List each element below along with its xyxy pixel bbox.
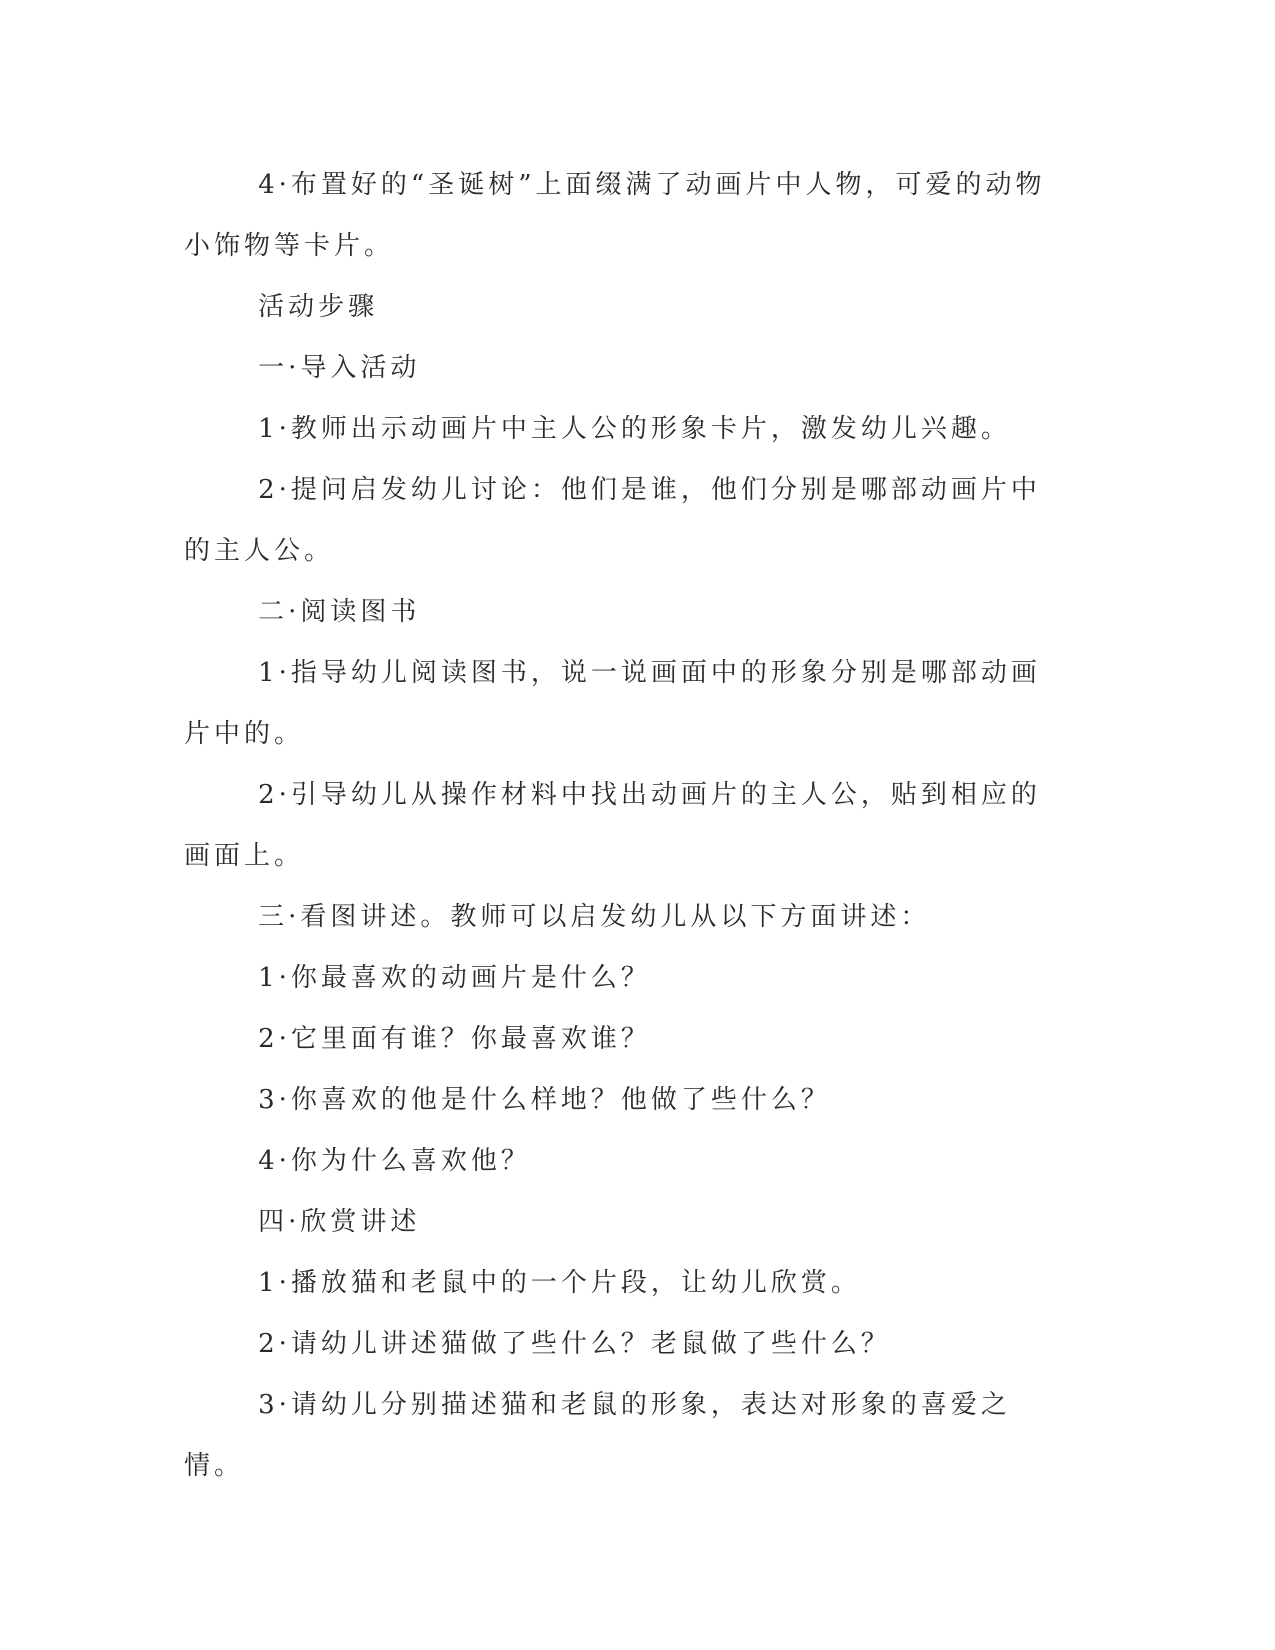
heading-section-one: 一·导入活动 [258, 353, 421, 383]
paragraph-question-3: 3·你喜欢的他是什么样地？他做了些什么？ [258, 1085, 831, 1115]
document-body [184, 155, 1054, 1497]
paragraph-step-4-1: 1·播放猫和老鼠中的一个片段，让幼儿欣赏。 [258, 1268, 861, 1298]
heading-section-three: 三·看图讲述。教师可以启发幼儿从以下方面讲述： [258, 902, 931, 932]
paragraph-step-2-1: 1·指导幼儿阅读图书，说一说画面中的形象分别是哪部动画片中的。 [184, 658, 1041, 749]
heading-section-two: 二·阅读图书 [258, 597, 421, 627]
paragraph-decorated-tree: 4·布置好的“圣诞树”上面缀满了动画片中人物，可爱的动物小饰物等卡片。 [184, 170, 1046, 261]
paragraph-step-4-3: 3·请幼儿分别描述猫和老鼠的形象，表达对形象的喜爱之情。 [184, 1390, 1011, 1481]
heading-section-four: 四·欣赏讲述 [258, 1207, 421, 1237]
paragraph-question-1: 1·你最喜欢的动画片是什么？ [258, 963, 651, 993]
paragraph-question-4: 4·你为什么喜欢他？ [258, 1146, 531, 1176]
paragraph-step-4-2: 2·请幼儿讲述猫做了些什么？老鼠做了些什么？ [258, 1329, 891, 1359]
heading-activity-steps: 活动步骤 [258, 292, 379, 322]
paragraph-step-1-1: 1·教师出示动画片中主人公的形象卡片，激发幼儿兴趣。 [258, 414, 1011, 444]
paragraph-step-1-2: 2·提问启发幼儿讨论：他们是谁，他们分别是哪部动画片中的主人公。 [184, 475, 1041, 566]
paragraph-step-2-2: 2·引导幼儿从操作材料中找出动画片的主人公，贴到相应的画面上。 [184, 780, 1041, 871]
paragraph-question-2: 2·它里面有谁？你最喜欢谁？ [258, 1024, 651, 1054]
